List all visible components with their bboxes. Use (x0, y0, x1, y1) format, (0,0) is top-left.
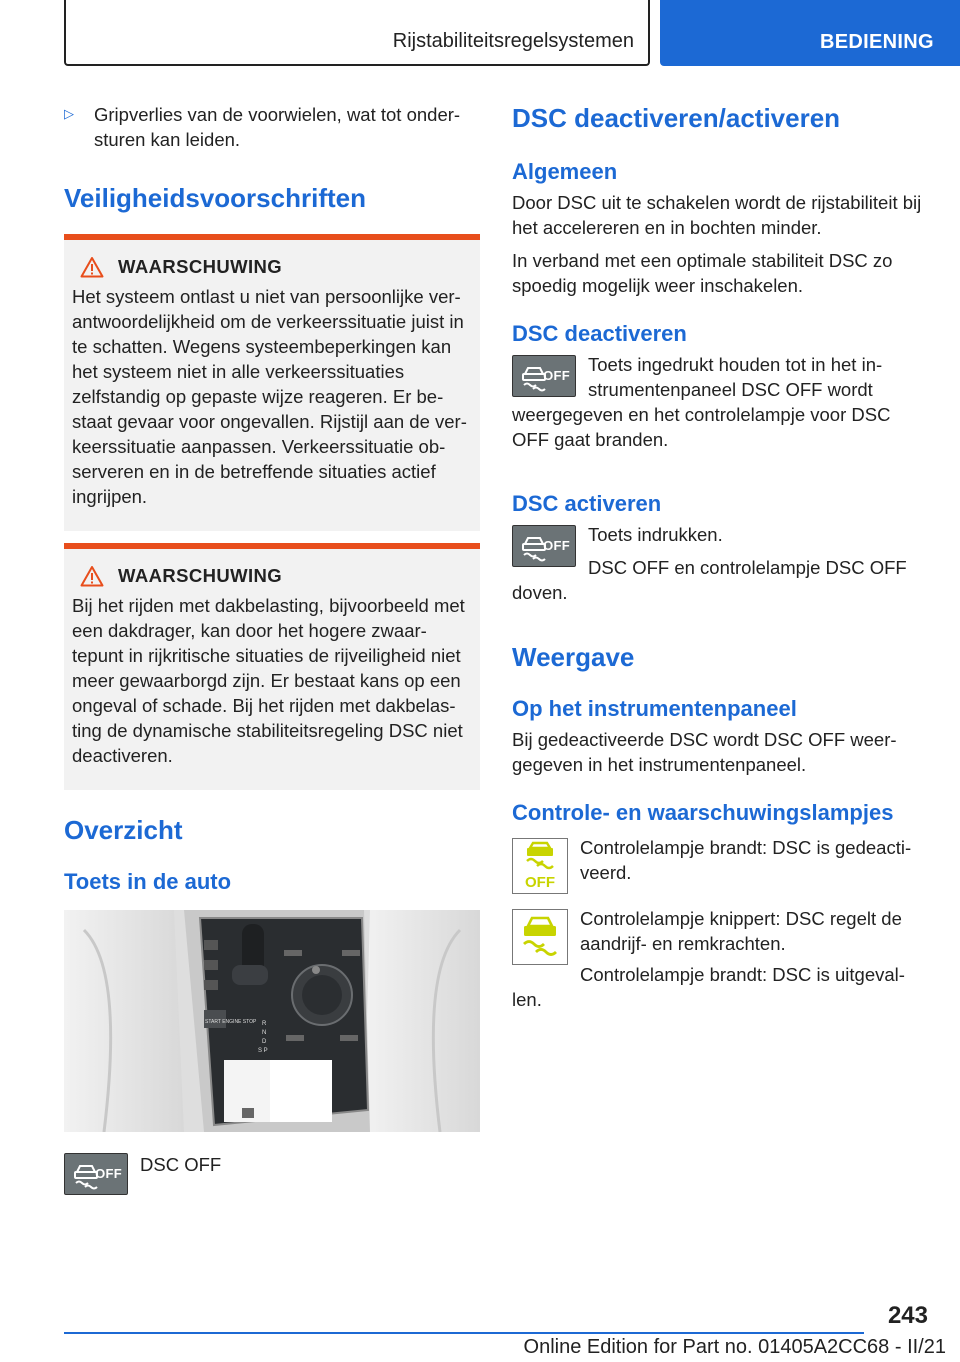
warning-header (72, 256, 472, 278)
activate-paragraph-2: DSC OFF en controlelampje DSC OFF doven. (512, 557, 907, 603)
activate-paragraph-1: Toets indrukken. (588, 524, 723, 545)
triangle-bullet-icon: ▷ (64, 106, 74, 121)
page-number: 243 (887, 1302, 928, 1329)
edition-text: Online Edition for Part no. 01405A2CC68 - II/21 (523, 1336, 946, 1358)
center-console-photo (64, 910, 480, 1132)
section-tab-label: BEDIENING (820, 31, 934, 53)
bullet-item (64, 102, 480, 152)
lamps-heading: Controle- en waarschuwingslampjes (512, 800, 894, 825)
warning-box-2 (64, 543, 480, 790)
dsc-off-caption-row (64, 1150, 480, 1195)
off-label: OFF (543, 368, 570, 383)
safety-heading: Veiligheidsvoorschriften (64, 183, 366, 213)
gear-n-label: N (262, 1030, 267, 1036)
lamp1-block (512, 835, 932, 894)
deactivate-block (512, 352, 932, 452)
chapter-title: Rijstabiliteitsregelsystemen (392, 30, 634, 52)
general-paragraph-2: In verband met een optimale stabiliteit DSC zo spoedig mogelijk weer inschakelen. (512, 250, 893, 296)
warning-text: Het systeem ontlast u niet van persoonlijke ver-antwoordelijkheid om de verkeerssituatie juist in te schatten. Wegens systeembeperkingen kan het systeem niet in alle verkeerssituaties zelfstandig op gepaste wijze reageren. Er be-staat gevaar voor ongevallen. Rijstijl aan de ver-keerssituatie aanpassen. Verkeerssituatie ob-serveren en in de betreffende situaties actief ingrijpen. (72, 286, 467, 507)
deactivate-text: Toets ingedrukt houden tot in het in-strumentenpaneel DSC OFF wordt weergegeven en het controlelampje voor DSC OFF gaat branden. (512, 354, 891, 450)
dsc-off-yellow-lamp (513, 839, 567, 893)
dsc-off-button-icon (512, 525, 576, 567)
panel-heading: Op het instrumentenpaneel (512, 696, 797, 721)
lamp-off-label: OFF (525, 874, 555, 891)
warning-triangle-icon (80, 256, 104, 278)
warning-label: WAARSCHUWING (118, 256, 283, 277)
lamp2-text-2: Controlelampje brandt: DSC is uitgeval-len. (512, 964, 905, 1010)
start-stop-label: START ENGINE STOP (205, 1019, 257, 1025)
dsc-off-button-icon (512, 355, 576, 397)
activate-heading: DSC activeren (512, 491, 662, 516)
dsc-off-button-icon (64, 1153, 128, 1195)
off-label: OFF (543, 538, 570, 553)
section-tab (660, 0, 960, 66)
center-console-illustration (64, 910, 480, 1132)
warning-triangle-icon (80, 565, 104, 587)
footer-rule (64, 1332, 864, 1334)
warning-text: Bij het rijden met dakbelasting, bijvoorbeeld met een dakdrager, kan door het hogere zwaar-tepunt in rijkritische situaties de rijveiligheid niet meer gewaarborgd zijn. Er bestaat kans op een ongeval of schade. Bij het rijden met dakbelas-ting de dynamische stabiliteitsregeling DSC niet deactiveren. (72, 595, 465, 766)
panel-text: Bij gedeactiveerde DSC wordt DSC OFF weer-gegeven in het instrumentenpaneel. (512, 729, 897, 775)
lamp2-block (512, 906, 932, 1012)
lamp1-text: Controlelampje brandt: DSC is gedeacti-veerd. (580, 837, 912, 883)
dsc-indicator-icon (512, 909, 568, 965)
warning-header (72, 565, 472, 587)
activate-block (512, 522, 932, 605)
warning-label: WAARSCHUWING (118, 565, 283, 586)
display-heading: Weergave (512, 642, 635, 672)
header-chapter-box (64, 0, 650, 66)
right-column (512, 100, 932, 1012)
gear-d-label: D (262, 1039, 267, 1045)
off-label: OFF (95, 1166, 122, 1181)
general-paragraph-1: Door DSC uit te schakelen wordt de rijstabiliteit bij het accelereren en in bochten minder. (512, 192, 922, 238)
general-heading: Algemeen (512, 159, 618, 184)
bullet-text: Gripverlies van de voorwielen, wat tot onder-sturen kan leiden. (94, 104, 461, 150)
overview-heading: Overzicht (64, 815, 183, 845)
gear-sp-label: S P (258, 1048, 268, 1054)
dsc-off-caption: DSC OFF (140, 1154, 222, 1175)
main-heading: DSC deactiveren/activeren (512, 103, 841, 133)
lamp2-text-1: Controlelampje knippert: DSC regelt de aandrijf- en remkrachten. (580, 908, 902, 954)
left-column (64, 100, 480, 1195)
dsc-yellow-lamp (513, 910, 567, 964)
dsc-off-indicator-icon (512, 838, 568, 894)
gear-r-label: R (262, 1021, 267, 1027)
button-heading: Toets in de auto (64, 869, 232, 894)
warning-box-1 (64, 234, 480, 531)
deactivate-heading: DSC deactiveren (512, 321, 687, 346)
